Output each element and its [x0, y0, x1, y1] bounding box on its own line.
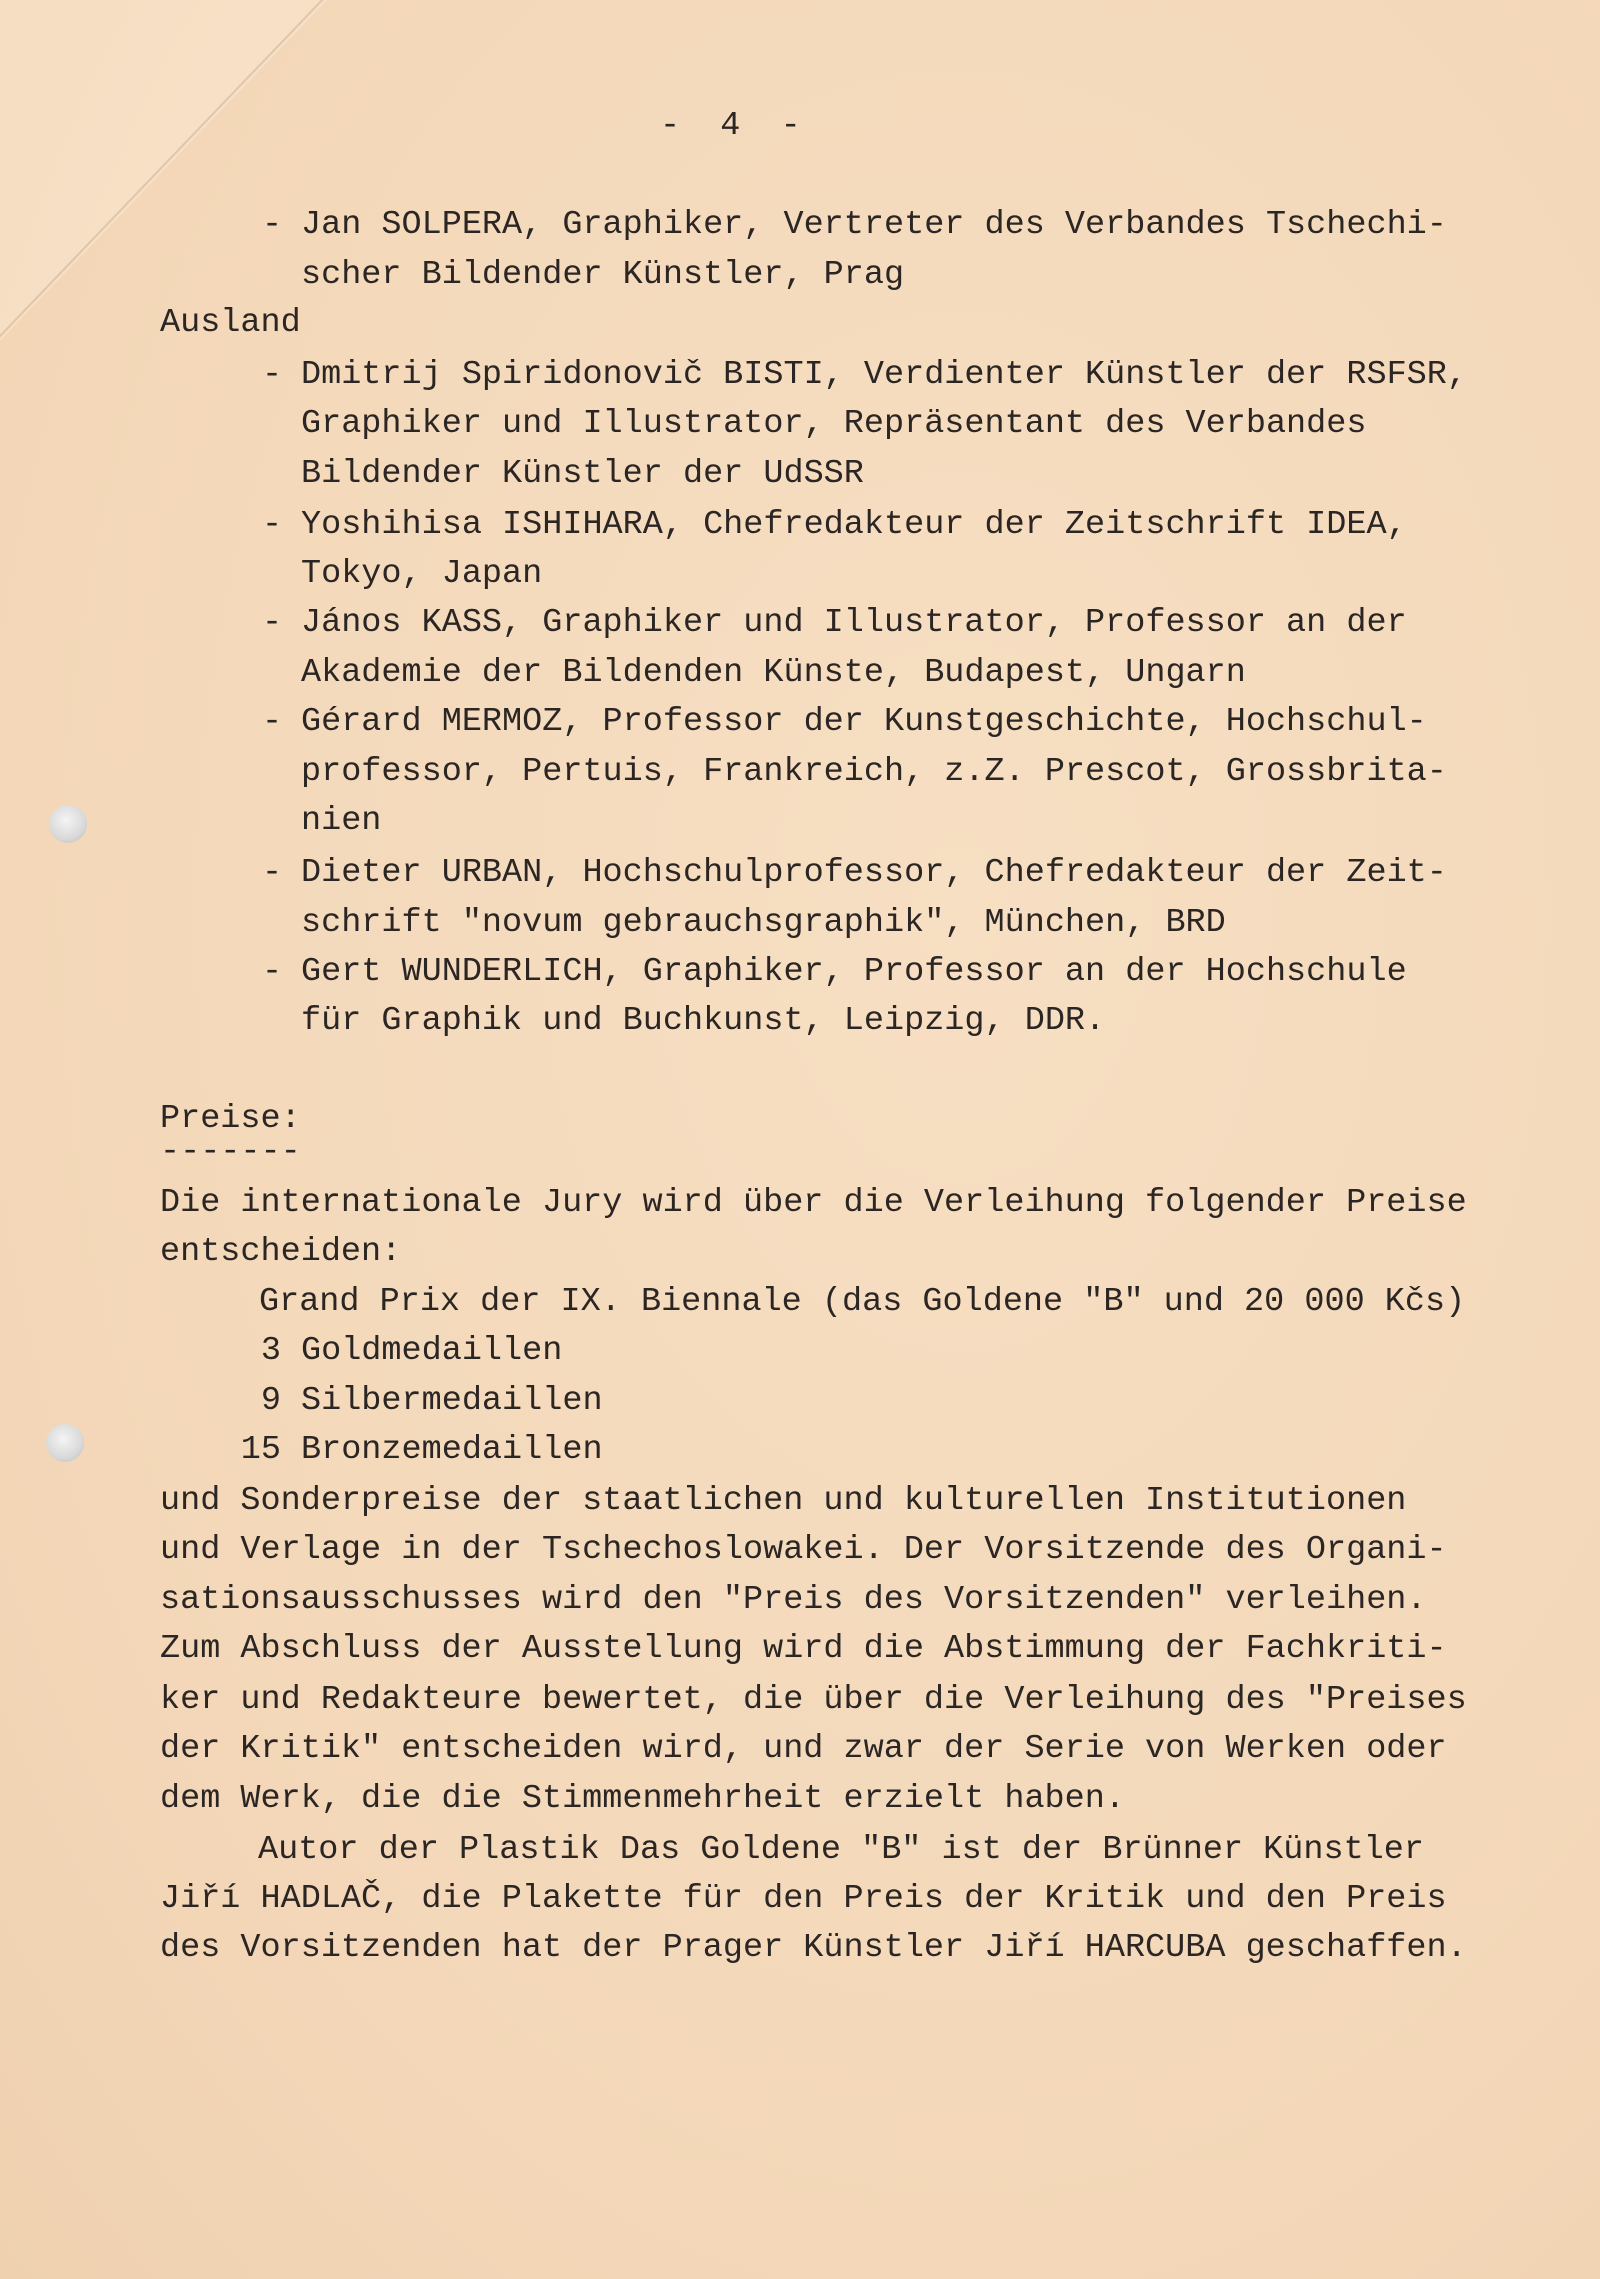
list-item-line: János KASS, Graphiker und Illustrator, Professor an der: [301, 604, 1407, 642]
list-item-line: nien: [301, 802, 382, 840]
punch-hole-top: [49, 805, 87, 843]
paper-fold-corner: [0, 0, 327, 341]
paragraph-line: und Verlage in der Tschechoslowakei. Der Vorsitzende des Organi-: [160, 1531, 1447, 1569]
heading-underline: -------: [160, 1133, 301, 1171]
paragraph-line: sationsausschusses wird den "Preis des Vorsitzenden" verleihen.: [160, 1581, 1427, 1619]
section-heading-ausland: Ausland: [160, 304, 301, 342]
list-item-line: Graphiker und Illustrator, Repräsentant des Verbandes: [301, 405, 1367, 443]
list-item-line: schrift "novum gebrauchsgraphik", München, BRD: [301, 904, 1226, 942]
paragraph-line: dem Werk, die die Stimmenmehrheit erzielt haben.: [160, 1780, 1125, 1818]
list-item-line: Jan SOLPERA, Graphiker, Vertreter des Verbandes Tschechi-: [301, 206, 1447, 244]
intro-line: entscheiden:: [160, 1233, 402, 1271]
list-item-line: Tokyo, Japan: [301, 555, 543, 593]
list-dash: -: [262, 953, 283, 991]
list-dash: -: [262, 604, 283, 642]
list-dash: -: [262, 506, 283, 544]
paragraph-line: ker und Redakteure bewertet, die über die Verleihung des "Preises: [160, 1681, 1467, 1719]
list-item-line: für Graphik und Buchkunst, Leipzig, DDR.: [301, 1002, 1106, 1040]
author-line: Jiří HADLAČ, die Plakette für den Preis der Kritik und den Preis: [160, 1880, 1447, 1918]
list-item-line: Gert WUNDERLICH, Graphiker, Professor an der Hochschule: [301, 953, 1407, 991]
page-number: - 4 -: [660, 107, 801, 145]
intro-line: Die internationale Jury wird über die Verleihung folgender Preise: [160, 1184, 1467, 1222]
list-dash: -: [262, 356, 283, 394]
medal-label: Goldmedaillen: [301, 1332, 563, 1370]
paragraph-line: und Sonderpreise der staatlichen und kulturellen Institutionen: [160, 1482, 1407, 1520]
list-item-line: Bildender Künstler der UdSSR: [301, 455, 864, 493]
author-line: Autor der Plastik Das Goldene "B" ist der Brünner Künstler: [258, 1831, 1424, 1869]
list-item-line: Dmitrij Spiridonovič BISTI, Verdienter Künstler der RSFSR,: [301, 356, 1467, 394]
medal-count: 15: [240, 1431, 281, 1469]
paragraph-line: der Kritik" entscheiden wird, und zwar der Serie von Werken oder: [160, 1730, 1447, 1768]
list-dash: -: [262, 703, 283, 741]
list-dash: -: [262, 206, 283, 244]
list-item-line: professor, Pertuis, Frankreich, z.Z. Prescot, Grossbrita-: [301, 753, 1447, 791]
medal-count: 3: [260, 1332, 281, 1370]
medal-label: Silbermedaillen: [301, 1382, 603, 1420]
author-line: des Vorsitzenden hat der Prager Künstler Jiří HARCUBA geschaffen.: [160, 1929, 1467, 1967]
list-item-line: Yoshihisa ISHIHARA, Chefredakteur der Zeitschrift IDEA,: [301, 506, 1407, 544]
list-dash: -: [262, 854, 283, 892]
list-item-line: Gérard MERMOZ, Professor der Kunstgeschichte, Hochschul-: [301, 703, 1427, 741]
section-heading-preise: Preise:: [160, 1100, 301, 1138]
paragraph-line: Zum Abschluss der Ausstellung wird die Abstimmung der Fachkriti-: [160, 1630, 1447, 1668]
list-item-line: Dieter URBAN, Hochschulprofessor, Chefredakteur der Zeit-: [301, 854, 1447, 892]
list-item-line: Akademie der Bildenden Künste, Budapest, Ungarn: [301, 654, 1246, 692]
list-item-line: scher Bildender Künstler, Prag: [301, 256, 905, 294]
punch-hole-bottom: [46, 1424, 84, 1462]
grand-prix-line: Grand Prix der IX. Biennale (das Goldene "B" und 20 000 Kčs): [259, 1283, 1466, 1321]
medal-count: 9: [260, 1382, 281, 1420]
medal-label: Bronzemedaillen: [301, 1431, 603, 1469]
